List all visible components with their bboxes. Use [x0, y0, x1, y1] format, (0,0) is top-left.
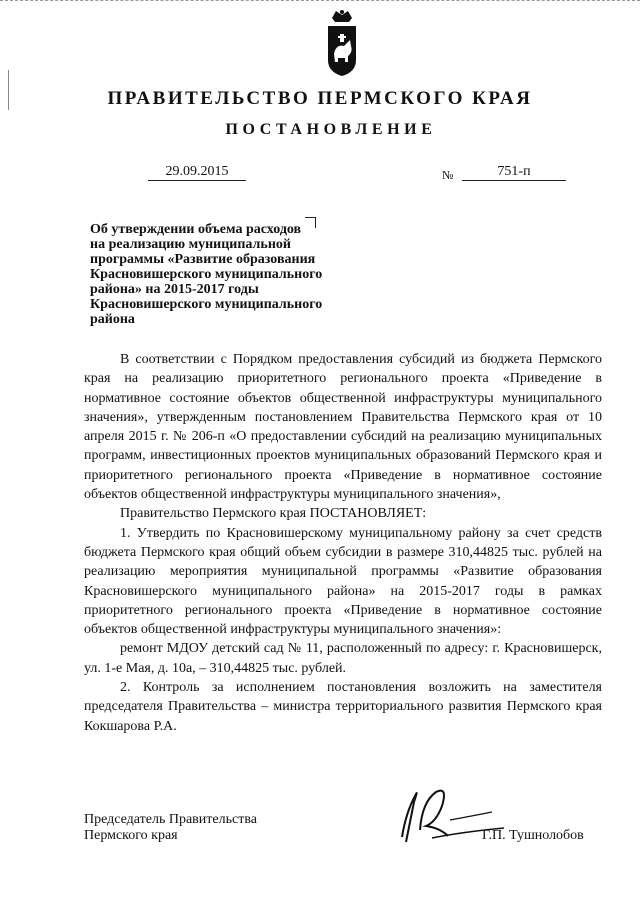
signatory-name: Г.П. Тушнолобов — [482, 828, 584, 843]
subject-line: Красновишерского муниципального — [90, 267, 323, 282]
signatory-role-line: Пермского края — [84, 828, 178, 843]
subject-line: Об утверждении объема расходов — [90, 222, 302, 237]
scan-edge-top — [0, 0, 640, 4]
document-subject — [90, 222, 360, 327]
subject-line: на реализацию муниципальной — [90, 237, 291, 252]
government-title: ПРАВИТЕЛЬСТВО ПЕРМСКОГО КРАЯ — [107, 88, 533, 109]
perm-krai-emblem-icon — [322, 8, 362, 78]
document-number: 751-п — [462, 164, 566, 181]
signatory-role — [84, 812, 257, 844]
body-paragraph-repair: ремонт МДОУ детский сад № 11, расположенный по адресу: г. Красновишерск, ул. 1-е Мая, д. 10а, – 310,44825 тыс. рублей. — [84, 641, 602, 676]
subject-line: Красновишерского муниципального — [90, 297, 323, 312]
body-paragraph-preamble: В соответствии с Порядком предоставления субсидий из бюджета Пермского края на реализацию приоритетного регионального проекта «Приведение в нормативное состояние объектов общественной инфраструктуры муниципального значения», утвержденным постановлением Правительства Пермского края от 10 апреля 2015 г. № 206-п «О предоставлении субсидий на реализацию муниципальных программ, инвестиционных проектов муниципальных образований Пермского края и приоритетного регионального проекта «Приведение в нормативное состояние объектов общественной инфраструктуры муниципального значения», — [84, 352, 602, 503]
document-body — [84, 350, 602, 736]
document-date: 29.09.2015 — [148, 164, 246, 181]
subject-line: программы «Развитие образования — [90, 252, 316, 267]
signatory-role-line: Председатель Правительства — [84, 812, 257, 827]
body-paragraph-resolves: Правительство Пермского края ПОСТАНОВЛЯЕТ: — [120, 506, 427, 522]
subject-line: района — [90, 312, 135, 327]
body-paragraph-item-2: 2. Контроль за исполнением постановления возложить на заместителя председателя Правительства – министра территориального развития Пермского края Кокшарова Р.А. — [84, 680, 602, 734]
body-paragraph-item-1: 1. Утвердить по Красновишерскому муниципальному району за счет средств бюджета Пермского края общий объем субсидии в размере 310,44825 тыс. рублей на реализацию мероприятия муниципальной программы «Развитие образования Красновишерского муниципального района» на 2015-2017 годы в рамках приоритетного регионального проекта «Приведение в нормативное состояние объектов общественной инфраструктуры муниципального значения»: — [84, 525, 602, 638]
subject-line: района» на 2015-2017 годы — [90, 282, 259, 297]
number-label: № — [442, 168, 454, 182]
document-type-title: ПОСТАНОВЛЕНИЕ — [225, 121, 437, 138]
